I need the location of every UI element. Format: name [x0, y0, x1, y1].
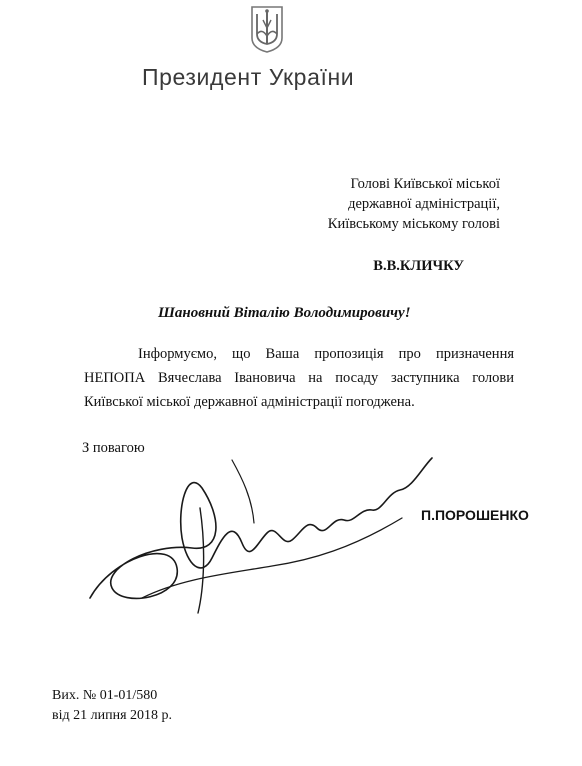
body-paragraph: Інформуємо, що Ваша пропозиція про призначення НЕПОПА Вячеслава Івановича на посаду заступника голови Київської міської державної адміністрації погоджена. — [84, 346, 514, 410]
addressee-line: Голові Київської міської — [350, 176, 500, 192]
addressee-block — [300, 174, 500, 234]
signer-name: П.ПОРОШЕНКО — [421, 507, 529, 523]
salutation: Шановний Віталію Володимировичу! — [158, 305, 411, 321]
reference-number: Вих. № 01-01/580 — [52, 688, 158, 703]
handwritten-signature — [82, 448, 442, 618]
recipient-name: В.В.КЛИЧКУ — [373, 258, 464, 274]
addressee-line: державної адміністрації, — [348, 196, 500, 212]
addressee-line: Київському міському голові — [327, 216, 500, 232]
trident-emblem-icon — [248, 4, 286, 54]
letterhead-title: Президент України — [142, 64, 355, 90]
reference-block — [52, 686, 172, 726]
closing-phrase: З повагою — [82, 440, 145, 456]
reference-date: від 21 липня 2018 р. — [52, 708, 173, 723]
